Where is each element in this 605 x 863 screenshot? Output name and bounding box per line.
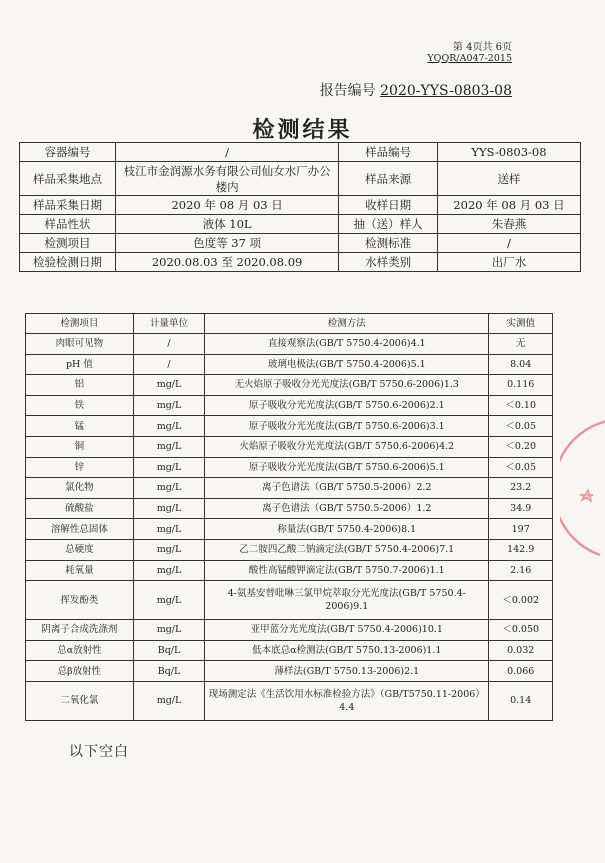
row-unit: mg/L [133, 395, 204, 416]
table-row [26, 661, 553, 682]
column-header: 检测方法 [205, 314, 489, 334]
info-row [20, 143, 581, 162]
results-header-row [26, 314, 553, 334]
info-label: 收样日期 [339, 196, 438, 215]
row-unit: mg/L [133, 498, 204, 519]
table-row [26, 354, 553, 375]
table-row [26, 681, 553, 720]
row-item-name: 溶解性总固体 [26, 519, 134, 540]
row-item-name: 硫酸盐 [26, 498, 134, 519]
row-item-name: 铁 [26, 395, 134, 416]
row-item-name: 阴离子合成洗涤剂 [26, 620, 134, 641]
info-label: 样品性状 [20, 215, 116, 234]
info-label: 容器编号 [20, 143, 116, 162]
row-item-name: 铜 [26, 436, 134, 457]
row-method: 原子吸收分光光度法(GB/T 5750.6-2006)3.1 [205, 416, 489, 437]
row-item-name: 总β放射性 [26, 661, 134, 682]
results-body [26, 334, 553, 721]
row-item-name: 挥发酚类 [26, 581, 134, 620]
info-value: 2020 年 08 月 03 日 [115, 196, 338, 215]
row-method: 4-氨基安替吡啉三氯甲烷萃取分光光度法(GB/T 5750.4-2006)9.1 [205, 581, 489, 620]
row-item-name: 总硬度 [26, 539, 134, 560]
info-value: 出厂水 [437, 253, 580, 272]
row-unit: mg/L [133, 375, 204, 396]
column-header: 检测项目 [26, 314, 134, 334]
info-label: 水样类别 [339, 253, 438, 272]
row-value: ＜0.20 [489, 436, 553, 457]
page-indicator: 第 4页共 6页 [452, 42, 512, 53]
table-row [26, 620, 553, 641]
row-method: 无火焰原子吸收分光光度法(GB/T 5750.6-2006)1.3 [205, 375, 489, 396]
row-unit: mg/L [133, 436, 204, 457]
page-title: 检测结果 [252, 117, 353, 143]
info-label: 样品采集地点 [20, 162, 116, 196]
info-row [20, 162, 581, 196]
row-unit: mg/L [133, 581, 204, 620]
info-value: YYS-0803-08 [437, 143, 580, 162]
row-method: 原子吸收分光光度法(GB/T 5750.6-2006)2.1 [205, 395, 489, 416]
row-item-name: 铝 [26, 375, 134, 396]
table-row [26, 416, 553, 437]
table-row [26, 478, 553, 499]
row-method: 称量法(GB/T 5750.4-2006)8.1 [205, 519, 489, 540]
row-item-name: 锌 [26, 457, 134, 478]
row-value: 2.16 [489, 560, 553, 581]
row-method: 乙二胺四乙酸二钠滴定法(GB/T 5750.4-2006)7.1 [205, 539, 489, 560]
row-method: 玻璃电极法(GB/T 5750.4-2006)5.1 [205, 354, 489, 375]
table-row [26, 457, 553, 478]
table-row [26, 375, 553, 396]
report-number-label: 报告编号 [319, 83, 381, 99]
row-value: 197 [489, 519, 553, 540]
row-unit: mg/L [133, 519, 204, 540]
row-item-name: 总α放射性 [26, 640, 134, 661]
row-item-name: 氯化物 [26, 478, 134, 499]
info-value: 2020 年 08 月 03 日 [437, 196, 580, 215]
report-number-line [320, 80, 512, 100]
column-header: 计量单位 [133, 314, 204, 334]
row-value: 23.2 [489, 478, 553, 499]
row-value: 0.116 [489, 375, 553, 396]
info-value: 液体 10L [115, 215, 338, 234]
table-row [26, 395, 553, 416]
row-item-name: 肉眼可见物 [26, 334, 134, 355]
row-unit: mg/L [133, 416, 204, 437]
row-unit: mg/L [133, 620, 204, 641]
row-method: 亚甲蓝分光光度法(GB/T 5750.4-2006)10.1 [205, 620, 489, 641]
row-item-name: 耗氧量 [26, 560, 134, 581]
info-value: 送样 [437, 162, 580, 196]
results-table [25, 313, 553, 721]
row-unit: / [133, 334, 204, 355]
row-value: ＜0.050 [489, 620, 553, 641]
row-value: 0.14 [489, 681, 553, 720]
info-row [20, 234, 581, 253]
info-row [20, 196, 581, 215]
info-value: / [437, 234, 580, 253]
info-value: 色度等 37 项 [115, 234, 338, 253]
row-item-name: 锰 [26, 416, 134, 437]
row-unit: mg/L [133, 478, 204, 499]
table-row [26, 519, 553, 540]
row-unit: mg/L [133, 457, 204, 478]
blank-note: 以下空白 [69, 744, 129, 760]
info-value: / [115, 143, 338, 162]
table-row [26, 539, 553, 560]
info-label: 抽（送）样人 [339, 215, 438, 234]
row-unit: mg/L [133, 539, 204, 560]
sample-info-table [19, 142, 581, 272]
row-method: 离子色谱法（GB/T 5750.5-2006）1.2 [205, 498, 489, 519]
row-value: ＜0.05 [489, 416, 553, 437]
info-row [20, 215, 581, 234]
row-method: 低本底总α检测法(GB/T 5750.13-2006)1.1 [205, 640, 489, 661]
row-value: 0.032 [489, 640, 553, 661]
seal-stamp [560, 415, 605, 565]
info-label: 样品采集日期 [20, 196, 116, 215]
row-method: 酸性高锰酸钾滴定法(GB/T 5750.7-2006)1.1 [205, 560, 489, 581]
row-unit: Bq/L [133, 640, 204, 661]
column-header: 实测值 [489, 314, 553, 334]
row-unit: mg/L [133, 681, 204, 720]
row-value: ＜0.05 [489, 457, 553, 478]
row-unit: / [133, 354, 204, 375]
table-row [26, 581, 553, 620]
doc-code: YQQR/A047-2015 [427, 53, 512, 64]
table-row [26, 436, 553, 457]
row-value: 0.066 [489, 661, 553, 682]
row-method: 直接观察法(GB/T 5750.4-2006)4.1 [205, 334, 489, 355]
info-value: 朱春燕 [437, 215, 580, 234]
row-value: 无 [489, 334, 553, 355]
row-value: 8.04 [489, 354, 553, 375]
row-method: 火焰原子吸收分光光度法(GB/T 5750.6-2006)4.2 [205, 436, 489, 457]
info-label: 检测标准 [339, 234, 438, 253]
table-row [26, 560, 553, 581]
info-value: 枝江市金润源水务有限公司仙女水厂办公楼内 [115, 162, 338, 196]
row-value: 34.9 [489, 498, 553, 519]
row-value: ＜0.002 [489, 581, 553, 620]
info-label: 样品来源 [339, 162, 438, 196]
info-row [20, 253, 581, 272]
info-value: 2020.08.03 至 2020.08.09 [115, 253, 338, 272]
table-row [26, 334, 553, 355]
row-method: 离子色谱法（GB/T 5750.5-2006）2.2 [205, 478, 489, 499]
row-value: ＜0.10 [489, 395, 553, 416]
info-label: 检测项目 [20, 234, 116, 253]
seal-stamp-star [581, 490, 593, 501]
table-row [26, 498, 553, 519]
row-unit: mg/L [133, 560, 204, 581]
seal-stamp-arc [560, 419, 605, 555]
row-method: 原子吸收分光光度法(GB/T 5750.6-2006)5.1 [205, 457, 489, 478]
row-item-name: pH 值 [26, 354, 134, 375]
row-method: 薄样法(GB/T 5750.13-2006)2.1 [205, 661, 489, 682]
row-unit: Bq/L [133, 661, 204, 682]
table-row [26, 640, 553, 661]
info-label: 样品编号 [339, 143, 438, 162]
row-method: 现场测定法《生活饮用水标准检验方法》（GB/T5750.11-2006）4.4 [205, 681, 489, 720]
info-label: 检验检测日期 [20, 253, 116, 272]
report-number: 2020-YYS-0803-08 [380, 83, 512, 99]
row-value: 142.9 [489, 539, 553, 560]
row-item-name: 二氧化氯 [26, 681, 134, 720]
